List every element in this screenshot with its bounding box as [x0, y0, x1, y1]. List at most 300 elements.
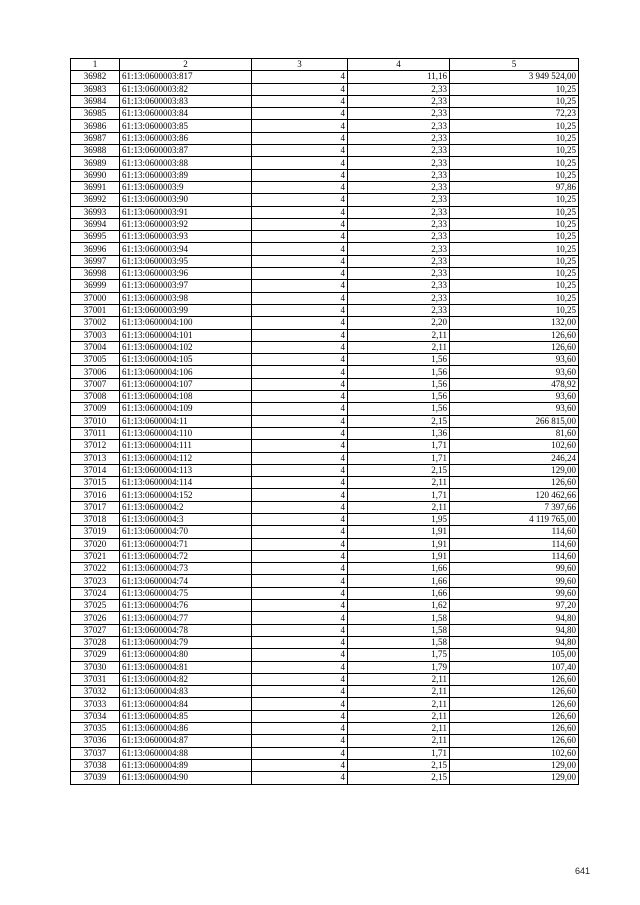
cadastral-number: 61:13:0600004:71 — [120, 538, 252, 550]
cadastral-number: 61:13:0600004:83 — [120, 686, 252, 698]
amount-value: 10,25 — [450, 206, 579, 218]
column-header-1: 1 — [71, 59, 120, 71]
amount-value: 10,25 — [450, 83, 579, 95]
table-row — [71, 710, 579, 722]
rate-value: 2,20 — [348, 317, 450, 329]
cadastral-number: 61:13:0600004:3 — [120, 513, 252, 525]
cadastral-number: 61:13:0600004:80 — [120, 649, 252, 661]
row-number: 37021 — [71, 550, 120, 562]
row-number: 36999 — [71, 280, 120, 292]
row-number: 37011 — [71, 427, 120, 439]
row-number: 37005 — [71, 354, 120, 366]
table-row — [71, 268, 579, 280]
amount-value: 10,25 — [450, 157, 579, 169]
page-number: 641 — [574, 866, 590, 876]
row-number: 37013 — [71, 452, 120, 464]
category-code: 4 — [252, 673, 348, 685]
cadastral-number: 61:13:0600004:11 — [120, 415, 252, 427]
amount-value: 10,25 — [450, 255, 579, 267]
table-row — [71, 366, 579, 378]
row-number: 37000 — [71, 292, 120, 304]
cadastral-number: 61:13:0600003:98 — [120, 292, 252, 304]
amount-value: 10,25 — [450, 304, 579, 316]
row-number: 37009 — [71, 403, 120, 415]
cadastral-number: 61:13:0600003:87 — [120, 145, 252, 157]
table-row — [71, 600, 579, 612]
table-row — [71, 169, 579, 181]
amount-value: 114,60 — [450, 538, 579, 550]
table-row — [71, 698, 579, 710]
table-header — [71, 59, 579, 71]
table-row — [71, 452, 579, 464]
category-code: 4 — [252, 600, 348, 612]
cadastral-number: 61:13:0600003:92 — [120, 218, 252, 230]
amount-value: 10,25 — [450, 145, 579, 157]
category-code: 4 — [252, 550, 348, 562]
rate-value: 1,58 — [348, 636, 450, 648]
cadastral-number: 61:13:0600004:85 — [120, 710, 252, 722]
column-header-2: 2 — [120, 59, 252, 71]
category-code: 4 — [252, 132, 348, 144]
cadastral-number: 61:13:0600004:112 — [120, 452, 252, 464]
row-number: 37016 — [71, 489, 120, 501]
rate-value: 1,71 — [348, 440, 450, 452]
rate-value: 1,71 — [348, 452, 450, 464]
row-number: 36993 — [71, 206, 120, 218]
amount-value: 132,00 — [450, 317, 579, 329]
table-row — [71, 501, 579, 513]
category-code: 4 — [252, 341, 348, 353]
rate-value: 2,33 — [348, 132, 450, 144]
row-number: 36995 — [71, 231, 120, 243]
category-code: 4 — [252, 649, 348, 661]
category-code: 4 — [252, 268, 348, 280]
category-code: 4 — [252, 747, 348, 759]
row-number: 37008 — [71, 391, 120, 403]
row-number: 37035 — [71, 723, 120, 735]
category-code: 4 — [252, 636, 348, 648]
category-code: 4 — [252, 83, 348, 95]
cadastral-number: 61:13:0600003:86 — [120, 132, 252, 144]
category-code: 4 — [252, 206, 348, 218]
rate-value: 1,56 — [348, 354, 450, 366]
amount-value: 4 119 765,00 — [450, 513, 579, 525]
table-row — [71, 231, 579, 243]
category-code: 4 — [252, 723, 348, 735]
cadastral-number: 61:13:0600004:113 — [120, 464, 252, 476]
row-number: 36994 — [71, 218, 120, 230]
amount-value: 94,80 — [450, 636, 579, 648]
cadastral-number: 61:13:0600004:74 — [120, 575, 252, 587]
category-code: 4 — [252, 108, 348, 120]
cadastral-number: 61:13:0600004:108 — [120, 391, 252, 403]
rate-value: 2,33 — [348, 255, 450, 267]
rate-value: 1,36 — [348, 427, 450, 439]
rate-value: 2,33 — [348, 169, 450, 181]
row-number: 37006 — [71, 366, 120, 378]
amount-value: 93,60 — [450, 354, 579, 366]
row-number: 37003 — [71, 329, 120, 341]
row-number: 36998 — [71, 268, 120, 280]
rate-value: 1,79 — [348, 661, 450, 673]
row-number: 36990 — [71, 169, 120, 181]
rate-value: 1,58 — [348, 612, 450, 624]
cadastral-number: 61:13:0600003:817 — [120, 71, 252, 83]
amount-value: 114,60 — [450, 526, 579, 538]
amount-value: 129,00 — [450, 759, 579, 771]
rate-value: 2,33 — [348, 304, 450, 316]
table-row — [71, 378, 579, 390]
table-row — [71, 71, 579, 83]
table-row — [71, 526, 579, 538]
amount-value: 10,25 — [450, 218, 579, 230]
table-row — [71, 427, 579, 439]
category-code: 4 — [252, 501, 348, 513]
cadastral-number: 61:13:0600004:102 — [120, 341, 252, 353]
row-number: 37039 — [71, 772, 120, 784]
rate-value: 2,33 — [348, 268, 450, 280]
table-row — [71, 280, 579, 292]
rate-value: 1,71 — [348, 489, 450, 501]
cadastral-number: 61:13:0600004:111 — [120, 440, 252, 452]
cadastral-number: 61:13:0600003:95 — [120, 255, 252, 267]
rate-value: 1,56 — [348, 391, 450, 403]
category-code: 4 — [252, 759, 348, 771]
row-number: 36985 — [71, 108, 120, 120]
table-row — [71, 403, 579, 415]
cadastral-number: 61:13:0600004:105 — [120, 354, 252, 366]
cadastral-number: 61:13:0600003:99 — [120, 304, 252, 316]
cadastral-number: 61:13:0600004:88 — [120, 747, 252, 759]
table-row — [71, 673, 579, 685]
row-number: 37010 — [71, 415, 120, 427]
cadastral-number: 61:13:0600004:86 — [120, 723, 252, 735]
table-row — [71, 218, 579, 230]
table-row — [71, 415, 579, 427]
row-number: 36986 — [71, 120, 120, 132]
row-number: 37002 — [71, 317, 120, 329]
category-code: 4 — [252, 243, 348, 255]
rate-value: 2,33 — [348, 83, 450, 95]
row-number: 37017 — [71, 501, 120, 513]
row-number: 37012 — [71, 440, 120, 452]
cadastral-number: 61:13:0600004:101 — [120, 329, 252, 341]
table-row — [71, 747, 579, 759]
row-number: 37018 — [71, 513, 120, 525]
row-number: 37029 — [71, 649, 120, 661]
table-row — [71, 772, 579, 784]
amount-value: 126,60 — [450, 329, 579, 341]
cadastral-number: 61:13:0600003:82 — [120, 83, 252, 95]
table-row — [71, 735, 579, 747]
category-code: 4 — [252, 169, 348, 181]
category-code: 4 — [252, 452, 348, 464]
cadastral-number: 61:13:0600004:70 — [120, 526, 252, 538]
rate-value: 2,33 — [348, 145, 450, 157]
amount-value: 126,60 — [450, 477, 579, 489]
category-code: 4 — [252, 477, 348, 489]
amount-value: 126,60 — [450, 341, 579, 353]
amount-value: 10,25 — [450, 169, 579, 181]
amount-value: 10,25 — [450, 231, 579, 243]
row-number: 37024 — [71, 587, 120, 599]
amount-value: 107,40 — [450, 661, 579, 673]
table-row — [71, 292, 579, 304]
rate-value: 1,56 — [348, 378, 450, 390]
category-code: 4 — [252, 255, 348, 267]
cadastral-number: 61:13:0600004:114 — [120, 477, 252, 489]
rate-value: 1,95 — [348, 513, 450, 525]
cadastral-number: 61:13:0600004:76 — [120, 600, 252, 612]
rate-value: 2,11 — [348, 686, 450, 698]
amount-value: 10,25 — [450, 95, 579, 107]
category-code: 4 — [252, 563, 348, 575]
category-code: 4 — [252, 181, 348, 193]
rate-value: 2,11 — [348, 329, 450, 341]
rate-value: 2,33 — [348, 243, 450, 255]
amount-value: 94,80 — [450, 612, 579, 624]
cadastral-number: 61:13:0600003:90 — [120, 194, 252, 206]
amount-value: 10,25 — [450, 280, 579, 292]
amount-value: 126,60 — [450, 735, 579, 747]
row-number: 37025 — [71, 600, 120, 612]
category-code: 4 — [252, 513, 348, 525]
row-number: 37036 — [71, 735, 120, 747]
column-header-5: 5 — [450, 59, 579, 71]
rate-value: 2,33 — [348, 280, 450, 292]
amount-value: 93,60 — [450, 366, 579, 378]
rate-value: 2,33 — [348, 120, 450, 132]
category-code: 4 — [252, 157, 348, 169]
cadastral-number: 61:13:0600004:87 — [120, 735, 252, 747]
amount-value: 93,60 — [450, 391, 579, 403]
cadastral-number: 61:13:0600004:81 — [120, 661, 252, 673]
category-code: 4 — [252, 427, 348, 439]
amount-value: 10,25 — [450, 292, 579, 304]
table-row — [71, 95, 579, 107]
cadastral-number: 61:13:0600004:79 — [120, 636, 252, 648]
amount-value: 114,60 — [450, 550, 579, 562]
category-code: 4 — [252, 391, 348, 403]
row-number: 37027 — [71, 624, 120, 636]
row-number: 37023 — [71, 575, 120, 587]
amount-value: 126,60 — [450, 723, 579, 735]
category-code: 4 — [252, 304, 348, 316]
amount-value: 105,00 — [450, 649, 579, 661]
table-row — [71, 317, 579, 329]
row-number: 36982 — [71, 71, 120, 83]
row-number: 36996 — [71, 243, 120, 255]
rate-value: 2,11 — [348, 501, 450, 513]
row-number: 37032 — [71, 686, 120, 698]
table-row — [71, 464, 579, 476]
cadastral-number: 61:13:0600004:90 — [120, 772, 252, 784]
table-row — [71, 181, 579, 193]
cadastral-number: 61:13:0600003:84 — [120, 108, 252, 120]
category-code: 4 — [252, 587, 348, 599]
table-row — [71, 636, 579, 648]
rate-value: 2,33 — [348, 108, 450, 120]
rate-value: 2,33 — [348, 194, 450, 206]
category-code: 4 — [252, 440, 348, 452]
amount-value: 3 949 524,00 — [450, 71, 579, 83]
row-number: 37031 — [71, 673, 120, 685]
rate-value: 2,15 — [348, 759, 450, 771]
table-row — [71, 108, 579, 120]
row-number: 37038 — [71, 759, 120, 771]
category-code: 4 — [252, 686, 348, 698]
cadastral-number: 61:13:0600003:91 — [120, 206, 252, 218]
rate-value: 2,33 — [348, 206, 450, 218]
rate-value: 2,33 — [348, 231, 450, 243]
category-code: 4 — [252, 710, 348, 722]
cadastral-number: 61:13:0600004:109 — [120, 403, 252, 415]
cadastral-number: 61:13:0600004:89 — [120, 759, 252, 771]
row-number: 36988 — [71, 145, 120, 157]
table-row — [71, 538, 579, 550]
cadastral-number: 61:13:0600003:94 — [120, 243, 252, 255]
cadastral-number: 61:13:0600004:2 — [120, 501, 252, 513]
table-row — [71, 243, 579, 255]
cadastral-number: 61:13:0600004:107 — [120, 378, 252, 390]
table-row — [71, 145, 579, 157]
rate-value: 2,33 — [348, 218, 450, 230]
rate-value: 1,62 — [348, 600, 450, 612]
table-row — [71, 513, 579, 525]
category-code: 4 — [252, 354, 348, 366]
row-number: 37028 — [71, 636, 120, 648]
row-number: 37015 — [71, 477, 120, 489]
amount-value: 81,60 — [450, 427, 579, 439]
rate-value: 2,11 — [348, 735, 450, 747]
table-row — [71, 477, 579, 489]
cadastral-number: 61:13:0600004:84 — [120, 698, 252, 710]
cadastral-number: 61:13:0600004:100 — [120, 317, 252, 329]
amount-value: 99,60 — [450, 563, 579, 575]
row-number: 36987 — [71, 132, 120, 144]
category-code: 4 — [252, 194, 348, 206]
table-row — [71, 132, 579, 144]
row-number: 37022 — [71, 563, 120, 575]
table-row — [71, 661, 579, 673]
table-row — [71, 194, 579, 206]
amount-value: 126,60 — [450, 710, 579, 722]
amount-value: 93,60 — [450, 403, 579, 415]
row-number: 36989 — [71, 157, 120, 169]
category-code: 4 — [252, 378, 348, 390]
table-row — [71, 686, 579, 698]
row-number: 36984 — [71, 95, 120, 107]
table-row — [71, 157, 579, 169]
row-number: 36983 — [71, 83, 120, 95]
column-header-4: 4 — [348, 59, 450, 71]
amount-value: 246,24 — [450, 452, 579, 464]
amount-value: 126,60 — [450, 698, 579, 710]
category-code: 4 — [252, 120, 348, 132]
category-code: 4 — [252, 464, 348, 476]
rate-value: 2,33 — [348, 181, 450, 193]
cadastral-number: 61:13:0600003:89 — [120, 169, 252, 181]
rate-value: 1,91 — [348, 550, 450, 562]
rate-value: 1,75 — [348, 649, 450, 661]
amount-value: 126,60 — [450, 673, 579, 685]
cadastral-number: 61:13:0600004:77 — [120, 612, 252, 624]
cadastral-number: 61:13:0600004:82 — [120, 673, 252, 685]
rate-value: 2,11 — [348, 723, 450, 735]
rate-value: 2,11 — [348, 341, 450, 353]
rate-value: 2,33 — [348, 157, 450, 169]
row-number: 37007 — [71, 378, 120, 390]
amount-value: 97,86 — [450, 181, 579, 193]
rate-value: 11,16 — [348, 71, 450, 83]
table-row — [71, 391, 579, 403]
amount-value: 72,23 — [450, 108, 579, 120]
table-row — [71, 329, 579, 341]
row-number: 36991 — [71, 181, 120, 193]
amount-value: 99,60 — [450, 587, 579, 599]
category-code: 4 — [252, 772, 348, 784]
amount-value: 102,60 — [450, 747, 579, 759]
row-number: 37033 — [71, 698, 120, 710]
table-row — [71, 612, 579, 624]
table-body — [71, 71, 579, 784]
row-number: 37026 — [71, 612, 120, 624]
rate-value: 2,11 — [348, 710, 450, 722]
table-row — [71, 723, 579, 735]
cadastral-number: 61:13:0600003:9 — [120, 181, 252, 193]
category-code: 4 — [252, 403, 348, 415]
cadastral-number: 61:13:0600004:106 — [120, 366, 252, 378]
category-code: 4 — [252, 661, 348, 673]
amount-value: 10,25 — [450, 120, 579, 132]
amount-value: 266 815,00 — [450, 415, 579, 427]
amount-value: 102,60 — [450, 440, 579, 452]
amount-value: 10,25 — [450, 194, 579, 206]
rate-value: 2,11 — [348, 673, 450, 685]
table-row — [71, 206, 579, 218]
table-row — [71, 304, 579, 316]
cadastral-number: 61:13:0600004:73 — [120, 563, 252, 575]
cadastral-number: 61:13:0600003:85 — [120, 120, 252, 132]
row-number: 36992 — [71, 194, 120, 206]
category-code: 4 — [252, 231, 348, 243]
cadastral-number: 61:13:0600004:75 — [120, 587, 252, 599]
table-row — [71, 120, 579, 132]
rate-value: 2,33 — [348, 95, 450, 107]
amount-value: 126,60 — [450, 686, 579, 698]
row-number: 37034 — [71, 710, 120, 722]
rate-value: 1,91 — [348, 526, 450, 538]
rate-value: 2,15 — [348, 772, 450, 784]
category-code: 4 — [252, 538, 348, 550]
amount-value: 7 397,66 — [450, 501, 579, 513]
rate-value: 2,11 — [348, 477, 450, 489]
amount-value: 99,60 — [450, 575, 579, 587]
table-row — [71, 354, 579, 366]
rate-value: 1,58 — [348, 624, 450, 636]
category-code: 4 — [252, 145, 348, 157]
category-code: 4 — [252, 71, 348, 83]
table-row — [71, 759, 579, 771]
cadastral-table — [70, 58, 579, 785]
category-code: 4 — [252, 489, 348, 501]
amount-value: 10,25 — [450, 268, 579, 280]
category-code: 4 — [252, 280, 348, 292]
category-code: 4 — [252, 317, 348, 329]
category-code: 4 — [252, 575, 348, 587]
amount-value: 129,00 — [450, 772, 579, 784]
category-code: 4 — [252, 415, 348, 427]
